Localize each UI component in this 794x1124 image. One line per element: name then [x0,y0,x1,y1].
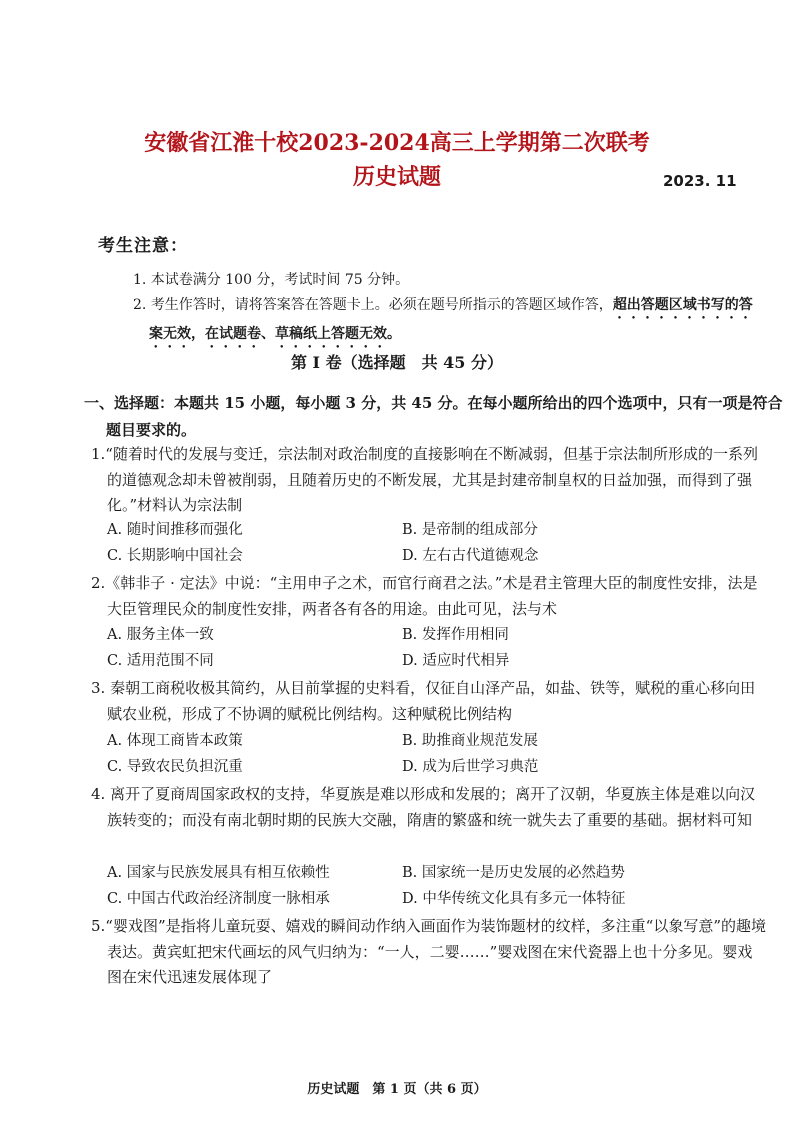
question-3 [91,676,767,727]
notice-item-1: 1. 本试卷满分 100 分，考试时间 75 分钟。 [133,272,410,288]
question-3-option-c: C. 导致农民负担沉重 [107,759,243,775]
question-3-stem: 3. 秦朝工商税收极其简约，从目前掌握的史料看，仅征自山泽产品，如盐、铁等，赋税的重心移向田赋农业税，形成了不协调的赋税比例结构。这种赋税比例结构 [91,679,756,723]
question-5 [91,914,767,991]
exam-subtitle: 历史试题 [352,164,441,190]
question-1-option-c: C. 长期影响中国社会 [107,548,243,564]
question-2-stem: 2.《韩非子 · 定法》中说：“主用申子之术，而官行商君之法。”术是君主管理大臣的制度性安排，法是大臣管理民众的制度性安排，两者各有各的用途。由此可见，法与术 [91,574,758,618]
question-2-option-c: C. 适用范围不同 [107,653,214,669]
notice-item-2-emphasis: 超出答题区域书写的答案无效 [149,297,753,342]
question-1 [91,442,767,519]
question-4-option-d: D. 中华传统文化具有多元一体特征 [402,891,626,907]
question-4-option-c: C. 中国古代政治经济制度一脉相承 [107,891,330,907]
question-3-option-a: A. 体现工商皆本政策 [107,733,243,749]
question-4-stem: 4. 离开了夏商周国家政权的支持，华夏族是难以形成和发展的；离开了汉朝，华夏族主体是难以向汉族转变的；而没有南北朝时期的民族大交融，隋唐的繁盛和统一就失去了重要的基础。据材料可知 [91,785,756,829]
notice-heading: 考生注意： [98,236,188,256]
page-footer: 历史试题 第 1 页（共 6 页） [307,1082,487,1097]
part-heading: 第 I 卷（选择题 共 45 分） [290,353,504,372]
question-2 [91,571,767,622]
question-4-option-b: B. 国家统一是历史发展的必然趋势 [402,865,625,881]
question-1-option-a: A. 随时间推移而强化 [107,522,243,538]
section-heading: 一、选择题：本题共 15 小题，每小题 3 分，共 45 分。在每小题所给出的四个选项中，只有一项是符合题目要求的。 [84,394,783,439]
question-4 [91,782,767,833]
question-1-option-d: D. 左右古代道德观念 [402,548,539,564]
question-5-stem: 5.“婴戏图”是指将儿童玩耍、嬉戏的瞬间动作纳入画面作为装饰题材的纹样，多注重“以象写意”的趣境表达。黄宾虹把宋代画坛的风气归纳为：“一人，二婴……”婴戏图在宋代瓷器上也十分多见。婴戏图在宋代迅速发展体现了 [91,917,766,986]
question-2-option-d: D. 适应时代相异 [402,653,510,669]
question-2-option-a: A. 服务主体一致 [107,627,214,643]
notice-item-2-tail: ，在试题卷、草稿纸上答题无效。 [191,326,401,342]
question-1-option-b: B. 是帝制的组成部分 [402,522,538,538]
question-3-option-b: B. 助推商业规范发展 [402,733,538,749]
exam-title: 安徽省江淮十校2023-2024高三上学期第二次联考 [144,130,650,156]
question-2-option-b: B. 发挥作用相同 [402,627,509,643]
notice-item-2 [133,293,763,351]
question-1-stem: 1.“随着时代的发展与变迁，宗法制对政治制度的直接影响在不断减弱，但基于宗法制所形成的一系列的道德观念却未曾被削弱，且随着历史的不断发展，尤其是封建帝制皇权的日益加强，而得到了强化。”材料认为宗法制 [91,445,758,514]
notice-item-2-text: 2. 考生作答时，请将答案答在答题卡上。必须在题号所指示的答题区域作答， [133,297,613,313]
question-3-option-d: D. 成为后世学习典范 [402,759,539,775]
question-4-option-a: A. 国家与民族发展具有相互依赖性 [107,865,330,881]
exam-date: 2023. 11 [663,172,737,190]
